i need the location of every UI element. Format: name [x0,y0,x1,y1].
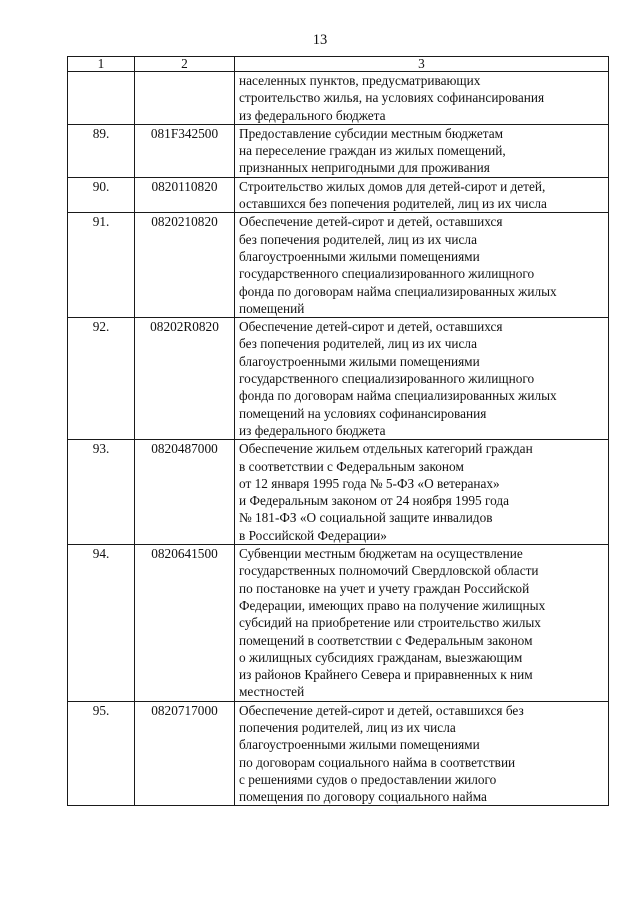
table-row [68,701,609,806]
description-line: от 12 января 1995 года № 5-ФЗ «О ветеранах» [239,475,500,491]
column-header-description: 3 [235,57,609,72]
description-cell [235,124,609,177]
classification-code: 0820641500 [135,545,235,702]
description-line: благоустроенными жилыми помещениями [239,248,480,264]
description-line: государственного специализированного жилищного [239,266,535,282]
description-line: Строительство жилых домов для детей-сирот и детей, [239,178,546,194]
row-number [68,72,135,125]
description-line: местностей [239,684,305,700]
description-line: государственных полномочий Свердловской области [239,563,539,579]
description-line: помещений в соответствии с Федеральным законом [239,632,533,648]
description-line: о жилищных субсидиях гражданам, выезжающим [239,649,523,665]
description-cell [235,213,609,318]
row-number: 90. [68,177,135,213]
description-line: Предоставление субсидии местным бюджетам [239,125,504,141]
description-cell [235,440,609,545]
description-line: по постановке на учет и учету граждан Российской [239,580,530,596]
table-row [68,545,609,702]
description-line: на переселение граждан из жилых помещений, [239,143,506,159]
description-cell [235,318,609,440]
table-row [68,440,609,545]
table-row [68,72,609,125]
description-line: без попечения родителей, лиц из их числа [239,336,477,352]
description-line: с решениями судов о предоставлении жилого [239,771,497,787]
row-number: 89. [68,124,135,177]
description-line: без попечения родителей, лиц из их числа [239,231,477,247]
description-line: благоустроенными жилыми помещениями [239,737,480,753]
description-line: из районов Крайнего Севера и приравненных к ним [239,667,533,683]
classification-code: 0820717000 [135,701,235,806]
classification-code: 081F342500 [135,124,235,177]
description-line: Обеспечение детей-сирот и детей, оставшихся без [239,702,524,718]
description-line: и Федеральным законом от 24 ноября 1995 года [239,493,510,509]
table-row [68,124,609,177]
table-row [68,213,609,318]
description-line: благоустроенными жилыми помещениями [239,353,480,369]
description-line: помещений [239,300,305,316]
description-cell [235,177,609,213]
budget-classification-table [67,56,609,806]
description-line: № 181-ФЗ «О социальной защите инвалидов [239,510,493,526]
description-line: населенных пунктов, предусматривающих [239,73,481,88]
column-header-number: 1 [68,57,135,72]
description-line: из федерального бюджета [239,422,386,438]
description-line: Обеспечение жильем отдельных категорий граждан [239,441,533,457]
description-line: в соответствии с Федеральным законом [239,458,464,474]
row-number: 95. [68,701,135,806]
row-number: 92. [68,318,135,440]
row-number: 94. [68,545,135,702]
classification-code: 0820210820 [135,213,235,318]
description-line: помещений на условиях софинансирования [239,405,487,421]
classification-code: 0820110820 [135,177,235,213]
page-number: 13 [312,32,328,48]
description-line: строительство жилья, на условиях софинансирования [239,90,545,106]
description-line: признанных непригодными для проживания [239,160,490,176]
description-cell [235,701,609,806]
description-line: помещения по договору социального найма [239,789,487,805]
description-line: из федерального бюджета [239,107,386,123]
table-row [68,177,609,213]
description-cell [235,545,609,702]
description-line: попечения родителей, лиц из их числа [239,719,456,735]
description-line: государственного специализированного жилищного [239,371,535,387]
description-line: фонда по договорам найма специализированных жилых [239,283,557,299]
classification-code: 0820487000 [135,440,235,545]
description-line: оставшихся без попечения родителей, лиц из их числа [239,196,547,212]
table-row [68,318,609,440]
description-line: Федерации, имеющих право на получение жилищных [239,597,546,613]
table-header-row [68,57,609,72]
description-line: по договорам социального найма в соответствии [239,754,516,770]
description-line: субсидий на приобретение или строительство жилых [239,615,541,631]
description-line: в Российской Федерации» [239,527,387,543]
row-number: 91. [68,213,135,318]
description-cell [235,72,609,125]
description-line: Обеспечение детей-сирот и детей, оставшихся [239,319,503,335]
classification-code [135,72,235,125]
description-line: Обеспечение детей-сирот и детей, оставшихся [239,214,503,230]
description-line: фонда по договорам найма специализированных жилых [239,388,557,404]
classification-code: 08202R0820 [135,318,235,440]
row-number: 93. [68,440,135,545]
column-header-code: 2 [135,57,235,72]
description-line: Субвенции местным бюджетам на осуществление [239,546,523,562]
